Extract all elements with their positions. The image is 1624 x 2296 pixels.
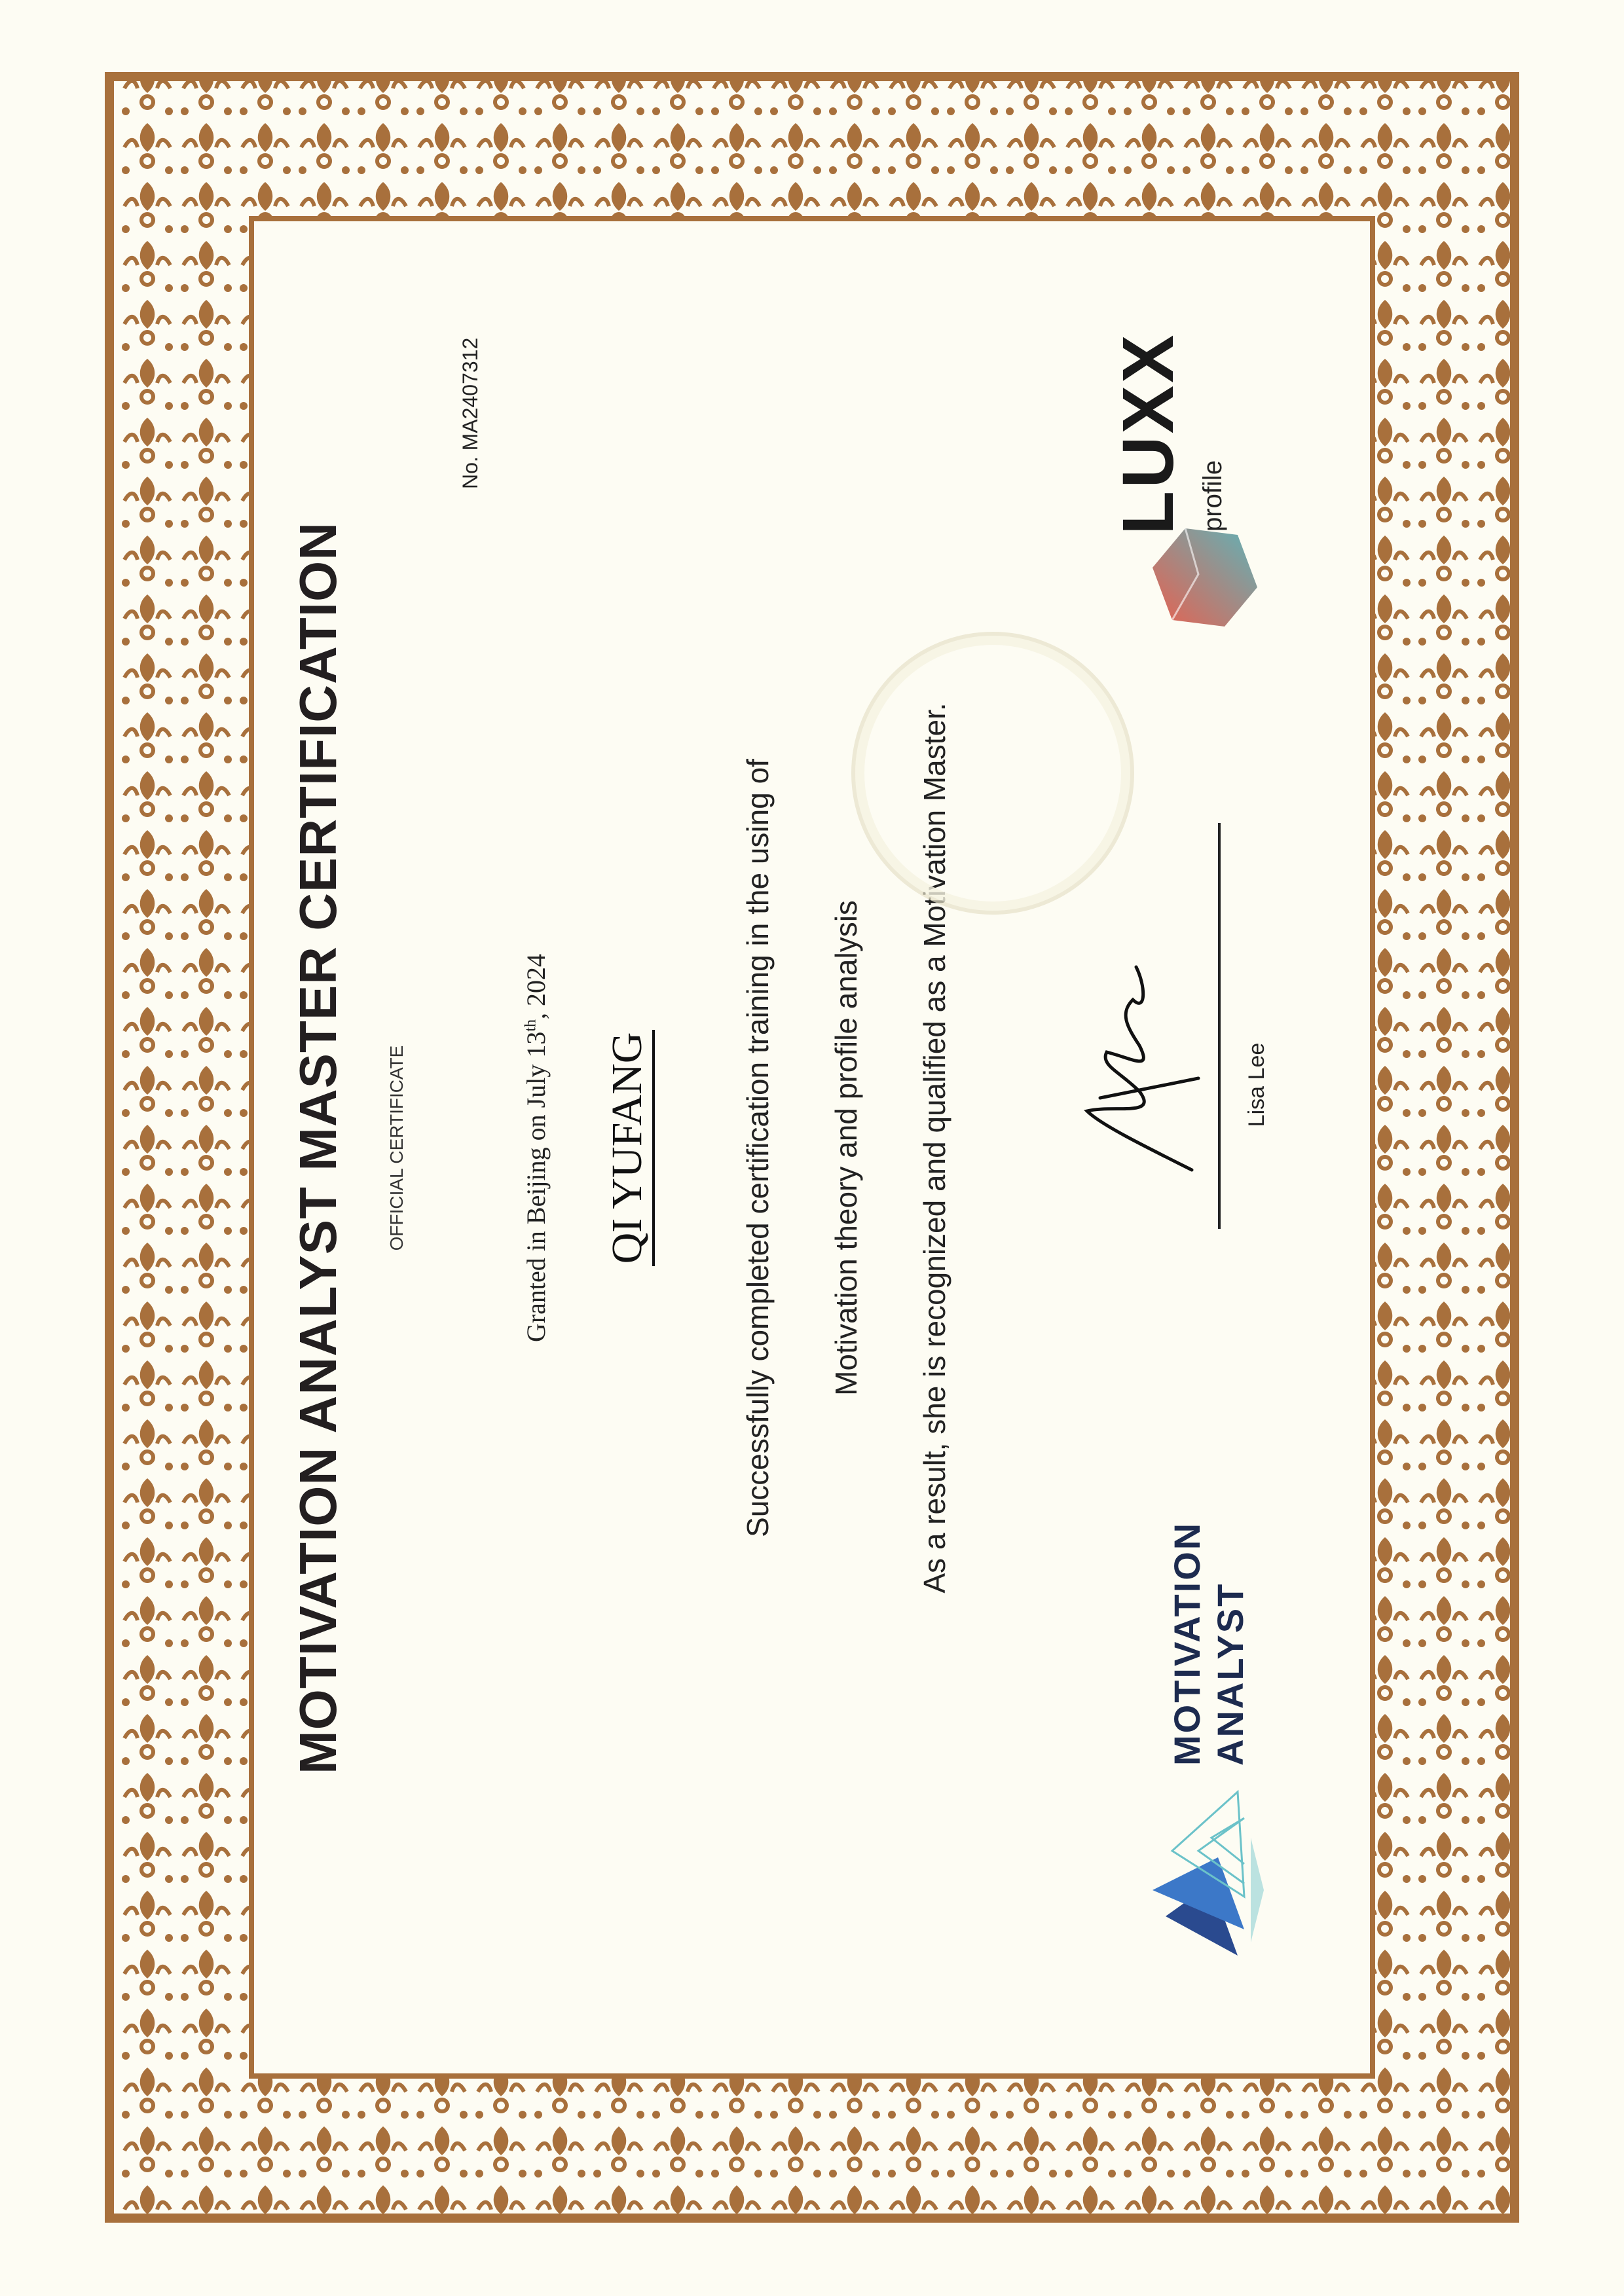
certificate-subtitle: OFFICIAL CERTIFICATE	[386, 1045, 407, 1251]
signatory-name: Lisa Lee	[1244, 1042, 1269, 1127]
ma-line-2: ANALYST	[1209, 1582, 1251, 1766]
body-line-3: As a result, she is recognized and qualified as a Motivation Master.	[917, 702, 951, 1594]
certificate-title: MOTIVATION ANALYST MASTER CERTIFICATION	[289, 521, 347, 1775]
body-line-1: Successfully completed certification training in the using of	[741, 759, 775, 1537]
embossed-seal	[851, 632, 1134, 915]
recipient-name-wrap	[602, 0, 652, 2296]
recipient-name: QI YUFANG	[603, 1030, 655, 1267]
motivation-analyst-logo-text	[1166, 1522, 1252, 1766]
mountain-crystal-icon	[1139, 1779, 1277, 1969]
certificate-number: No. MA2407312	[458, 337, 482, 489]
gem-icon	[1139, 515, 1270, 646]
handwritten-signature	[1061, 882, 1218, 1183]
granted-prefix: Granted in Beijing on July 13	[521, 1031, 551, 1343]
granted-suffix: , 2024	[521, 953, 551, 1019]
body-line-2: Motivation theory and profile analysis	[829, 900, 863, 1396]
signature-line	[1218, 823, 1221, 1229]
granted-line	[521, 0, 551, 2296]
granted-sup: th	[522, 1019, 540, 1032]
luxx-logo-text: LUXX	[1108, 332, 1189, 535]
luxx-logo-sub: profile	[1198, 460, 1227, 532]
ma-line-1: MOTIVATION	[1166, 1521, 1208, 1766]
